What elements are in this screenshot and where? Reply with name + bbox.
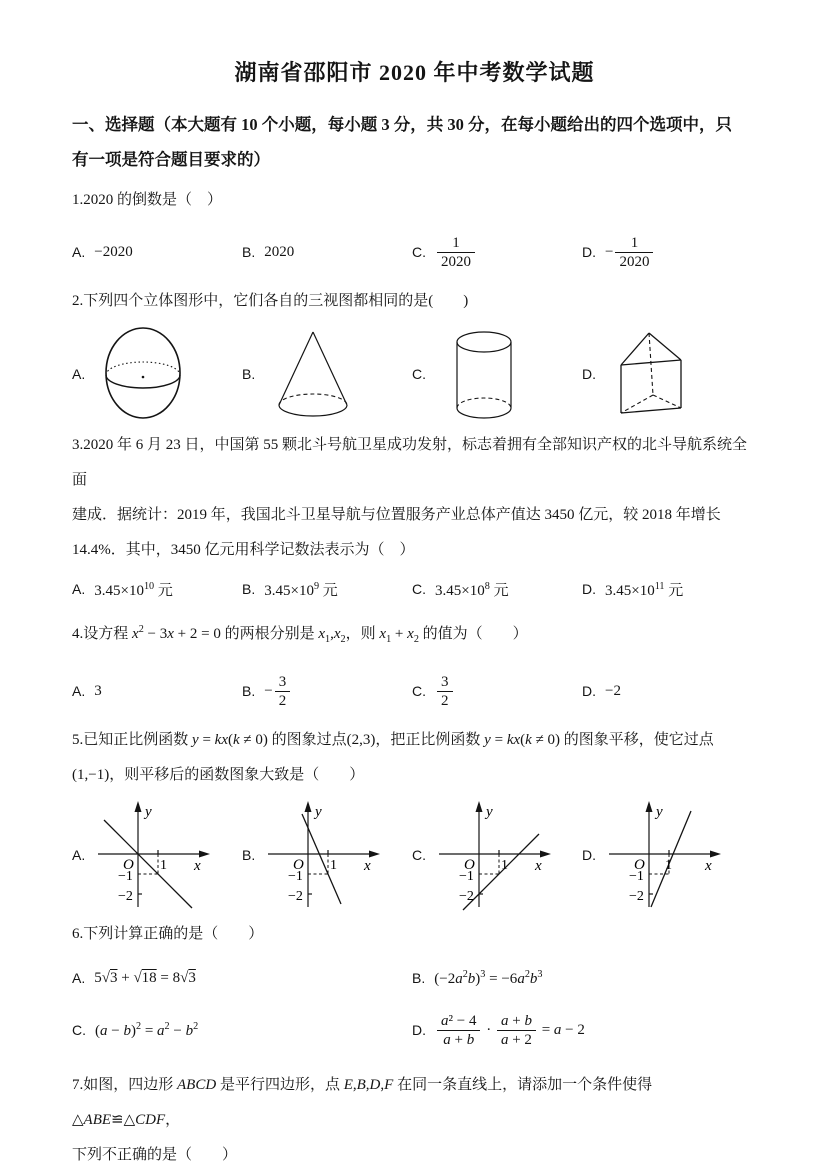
option-1d	[582, 234, 752, 271]
option-6c	[72, 1021, 412, 1040]
y-tick-minus1: −1	[629, 869, 644, 884]
option-3c	[412, 579, 582, 600]
option-1d-label: D.	[582, 244, 596, 260]
origin-label: O	[293, 857, 305, 873]
question-3-text-line1: 3.2020 年 6 月 23 日，中国第 55 颗北斗号航卫星成功发射，标志着拥有全部知识产权的北斗导航系统全面	[72, 437, 748, 488]
x-axis-label: x	[194, 858, 201, 874]
option-3d-value: $3.45\times 10^{11}$ 元	[605, 580, 684, 599]
option-3c-value: $3.45\times 10^8$ 元	[435, 580, 509, 599]
option-4d	[582, 683, 752, 700]
y-axis-label: y	[315, 804, 322, 820]
question-5	[72, 723, 757, 911]
question-4-text: 4.设方程 $x^2 - 3x + 2 = 0$ 的两根分别是 $x_1,x_2$，则 $x_1 + x_2$ 的值为（ ）	[72, 624, 528, 645]
cone-figure	[268, 325, 358, 422]
option-1d-value: − $\frac{1}{2020}$	[605, 234, 655, 271]
option-1b-label: B.	[242, 244, 256, 260]
graph-c-positive-slope-intercept-minus-2	[431, 799, 556, 911]
option-2a-label: A.	[72, 365, 86, 382]
option-6a-label: A.	[72, 970, 86, 986]
option-5c-label: C.	[412, 847, 426, 863]
option-4c-value: $\frac{3}{2}$	[435, 673, 455, 710]
option-4a-label: A.	[72, 683, 86, 699]
question-1-options	[72, 226, 757, 278]
option-3b	[242, 579, 412, 600]
option-1b	[242, 244, 412, 261]
option-4d-label: D.	[582, 683, 596, 699]
x-axis-label: x	[535, 858, 542, 874]
question-6-text: 6.下列计算正确的是（ ）	[72, 926, 264, 942]
x-axis-label: x	[705, 858, 712, 874]
y-tick-minus2: −2	[288, 889, 304, 904]
y-tick-minus1: −1	[459, 869, 474, 884]
option-3c-label: C.	[412, 581, 426, 597]
option-3a	[72, 579, 242, 600]
graph-a-negative-slope-through-origin	[90, 799, 215, 911]
option-5a	[72, 799, 242, 911]
y-tick-minus2: −2	[118, 889, 134, 904]
option-1b-value: 2020	[264, 243, 295, 260]
x-tick-1: 1	[501, 858, 508, 873]
question-6-options-row2	[72, 1002, 757, 1058]
graph-b-steep-negative-slope	[260, 799, 385, 911]
option-5b-label: B.	[242, 847, 256, 863]
option-1c-value: $\frac{1}{2020}$	[435, 234, 477, 271]
x-axis-label: x	[364, 858, 371, 874]
option-3d-label: D.	[582, 581, 596, 597]
y-tick-minus2: −2	[629, 889, 644, 904]
question-7-stem	[72, 1068, 757, 1173]
triangular-prism-figure	[609, 325, 699, 422]
option-6b-label: B.	[412, 970, 426, 986]
question-2-text: 2.下列四个立体图形中，它们各自的三视图都相同的是( )	[72, 293, 469, 309]
question-2-stem	[72, 284, 757, 319]
y-tick-minus1: −1	[288, 869, 304, 884]
question-7-text-line1: 7.如图，四边形 ABCD 是平行四边形，点 E,B,D,F 在同一条直线上，请添加一个条件使得 △ABE≌△CDF，	[72, 1077, 653, 1128]
question-7	[72, 1068, 757, 1173]
question-2-options	[72, 325, 757, 422]
question-1	[72, 183, 757, 278]
y-tick-minus1: −1	[118, 869, 134, 884]
option-2b-label: B.	[242, 365, 256, 382]
page-title: 湖南省邵阳市 2020 年中考数学试题	[234, 60, 595, 85]
question-1-stem	[72, 183, 757, 218]
option-4a	[72, 683, 242, 700]
option-1a	[72, 244, 242, 261]
option-6c-value: $(a - b)^2 = a^2 - b^2$	[95, 1020, 199, 1039]
option-1a-value: −2020	[94, 243, 133, 260]
option-4b-label: B.	[242, 683, 256, 699]
option-6c-label: C.	[72, 1022, 86, 1038]
section-heading	[72, 107, 757, 177]
x-tick-1: 1	[160, 858, 168, 873]
question-3	[72, 428, 757, 606]
option-3b-label: B.	[242, 581, 256, 597]
question-6-stem	[72, 917, 757, 952]
option-3b-value: $3.45\times 10^9$ 元	[264, 580, 338, 599]
y-axis-label: y	[656, 804, 663, 820]
graph-d-steep-positive-slope	[601, 799, 726, 911]
option-1a-label: A.	[72, 244, 86, 260]
origin-label: O	[634, 857, 645, 873]
option-6b-value: $(-2a^2b)^3 = -6a^2b^3$	[434, 968, 543, 987]
option-5d-label: D.	[582, 847, 596, 863]
option-6b	[412, 969, 752, 988]
question-5-text-line2: (1,−1)，则平移后的函数图象大致是（ ）	[72, 767, 365, 783]
option-2a	[72, 325, 242, 422]
y-tick-minus2: −2	[459, 889, 474, 904]
option-4d-value: −2	[605, 682, 621, 699]
question-6	[72, 917, 757, 1058]
question-3-options	[72, 572, 757, 606]
question-5-options	[72, 799, 757, 911]
option-1c	[412, 234, 582, 271]
option-4b	[242, 673, 412, 710]
option-4c	[412, 673, 582, 710]
x-tick-1: 1	[665, 858, 672, 873]
section-heading-line2: 有一项是符合题目要求的）	[72, 150, 270, 169]
option-4b-value: − $\frac{3}{2}$	[264, 673, 292, 710]
origin-label: O	[464, 857, 475, 873]
option-5d	[582, 799, 752, 911]
question-4	[72, 612, 757, 717]
option-5a-label: A.	[72, 847, 86, 863]
option-1c-label: C.	[412, 244, 426, 260]
option-2c	[412, 325, 582, 422]
option-6d-label: D.	[412, 1022, 426, 1038]
option-3a-label: A.	[72, 581, 86, 597]
question-2	[72, 284, 757, 422]
sphere-figure	[98, 325, 188, 422]
question-4-stem	[72, 612, 757, 657]
question-3-stem	[72, 428, 757, 568]
option-6d-value: $\frac{\text{a² − 4}}{a + b}$ · $\frac{a + b}{a + 2}$ = a − 2	[435, 1012, 585, 1049]
question-4-options	[72, 665, 757, 717]
origin-label: O	[123, 857, 135, 873]
option-4c-label: C.	[412, 683, 426, 699]
question-5-stem	[72, 723, 757, 793]
y-axis-label: y	[145, 804, 152, 820]
question-3-text-line2: 建成．据统计：2019 年，我国北斗卫星导航与位置服务产业总体产值达 3450 亿元，较 2018 年增长	[72, 507, 721, 523]
question-6-options-row1	[72, 956, 757, 1000]
question-7-text-line2: 下列不正确的是（ ）	[72, 1147, 238, 1163]
question-5-text-line1: 5.已知正比例函数 y = kx(k ≠ 0) 的图象过点(2,3)，把正比例函数 y = kx(k ≠ 0) 的图象平移，使它过点	[72, 732, 714, 748]
option-4a-value: 3	[94, 682, 102, 699]
option-2c-label: C.	[412, 365, 426, 382]
question-3-text-line3: 14.4%．其中，3450 亿元用科学记数法表示为（ ）	[72, 542, 415, 558]
option-5b	[242, 799, 412, 911]
section-heading-line1: 一、选择题（本大题有 10 个小题，每小题 3 分，共 30 分，在每小题给出的四个选项中，只	[72, 115, 732, 134]
y-axis-label: y	[486, 804, 493, 820]
option-5c	[412, 799, 582, 911]
option-3a-value: $3.45\times 10^{10}$ 元	[94, 580, 173, 599]
option-2d-label: D.	[582, 365, 596, 382]
x-tick-1: 1	[330, 858, 338, 873]
option-2b	[242, 325, 412, 422]
question-1-text: 1.2020 的倒数是（ ）	[72, 192, 223, 208]
option-6a-value: 5√3 + √18 = 8√3	[94, 969, 196, 986]
option-2d	[582, 325, 752, 422]
option-6d	[412, 1012, 752, 1049]
option-6a	[72, 970, 412, 987]
option-3d	[582, 579, 752, 600]
cylinder-figure	[439, 325, 529, 422]
